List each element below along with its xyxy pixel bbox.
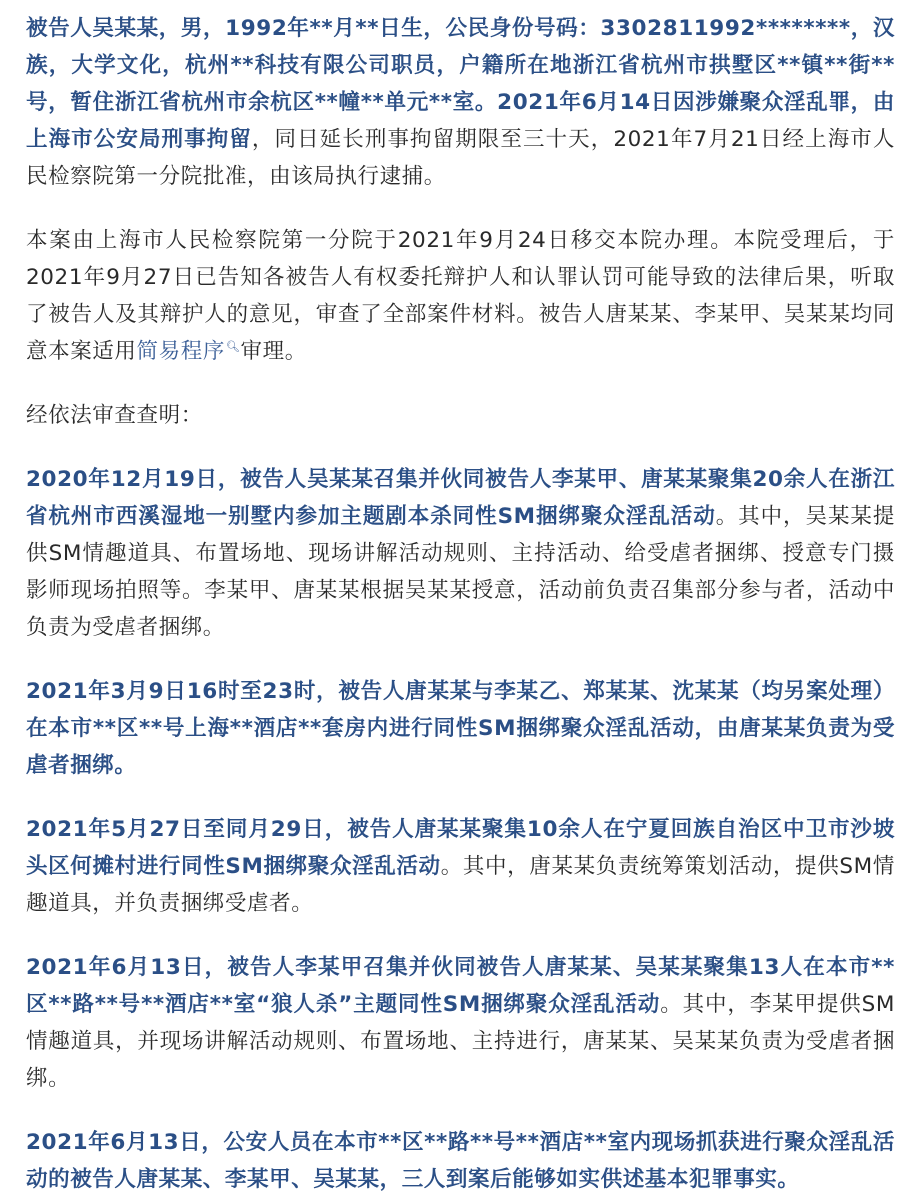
highlighted-text: 2021年6月14日因涉嫌聚众淫乱罪，由上海市公安局刑事拘留	[26, 90, 895, 152]
highlighted-text: 2021年6月13日，公安人员在本市**区**路**号**酒店**室内现场抓获进行聚众淫乱活动的被告人唐某某、李某甲、吴某某，三人到案后能够如实供述基本犯罪事实。	[26, 1130, 895, 1192]
body-text: ，同日延长刑事拘留期限至三十天，2021年7月21日经上海市人民检察院第一分院批准，由该局执行逮捕。	[26, 127, 895, 189]
paragraph-defendant-info	[26, 10, 895, 195]
body-text: 。其中，吴某某提供SM情趣道具、布置场地、现场讲解活动规则、主持活动、给受虐者捆绑、授意专门摄影师现场拍照等。李某甲、唐某某根据吴某某授意，活动前负责召集部分参与者，活动中负责为受虐者捆绑。	[26, 504, 895, 640]
body-text: 。其中，李某甲提供SM情趣道具，并现场讲解活动规则、布置场地、主持进行，唐某某、吴某某负责为受虐者捆绑。	[26, 992, 895, 1091]
paragraph-findings-intro: 经依法审查查明：	[26, 403, 203, 428]
highlighted-text: 2021年6月13日，被告人李某甲召集并伙同被告人唐某某、吴某某聚集13人在本市**区**路**号**酒店**室“狼人杀”主题同性SM捆绑聚众淫乱活动	[26, 955, 895, 1017]
paragraph-event-20210613	[26, 949, 895, 1097]
paragraph-event-20210309	[26, 673, 895, 784]
body-text: 。其中，唐某某负责统筹策划活动，提供SM情趣道具，并负责捆绑受虐者。	[26, 854, 895, 916]
paragraph-event-20201219	[26, 461, 895, 646]
simplified-procedure-link[interactable]: 简易程序	[136, 339, 225, 364]
paragraph-event-20210527	[26, 811, 895, 922]
highlighted-text: 2021年3月9日16时至23时，被告人唐某某与李某乙、郑某某、沈某某（均另案处理）在本市**区**号上海**酒店**套房内进行同性SM捆绑聚众淫乱活动，由唐某某负责为受虐者捆绑。	[26, 679, 895, 778]
body-text: 本案由上海市人民检察院第一分院于2021年9月24日移交本院办理。本院受理后，于2021年9月27日已告知各被告人有权委托辩护人和认罪认罚可能导致的法律后果，听取了被告人及其辩护人的意见，审查了全部案件材料。被告人唐某某、李某甲、吴某某均同意本案适用	[26, 228, 895, 364]
highlighted-text: 被告人吴某某，男，1992年**月**日生，公民身份号码：3302811992********，汉族，大学文化，杭州**科技有限公司职员，户籍所在地浙江省杭州市拱墅区**镇**街**号，暂住浙江省杭州市余杭区**幢**单元**室。	[26, 16, 895, 115]
paragraph-case-procedure	[26, 222, 895, 370]
search-icon: 🔍︎	[225, 339, 241, 353]
highlighted-text: 2021年5月27日至同月29日，被告人唐某某聚集10余人在宁夏回族自治区中卫市沙坡头区何摊村进行同性SM捆绑聚众淫乱活动	[26, 817, 895, 879]
body-text: 审理。	[240, 339, 307, 364]
paragraph-arrest-20210613	[26, 1124, 895, 1198]
highlighted-text: 2020年12月19日，被告人吴某某召集并伙同被告人李某甲、唐某某聚集20余人在浙江省杭州市西溪湿地一别墅内参加主题剧本杀同性SM捆绑聚众淫乱活动	[26, 467, 895, 529]
